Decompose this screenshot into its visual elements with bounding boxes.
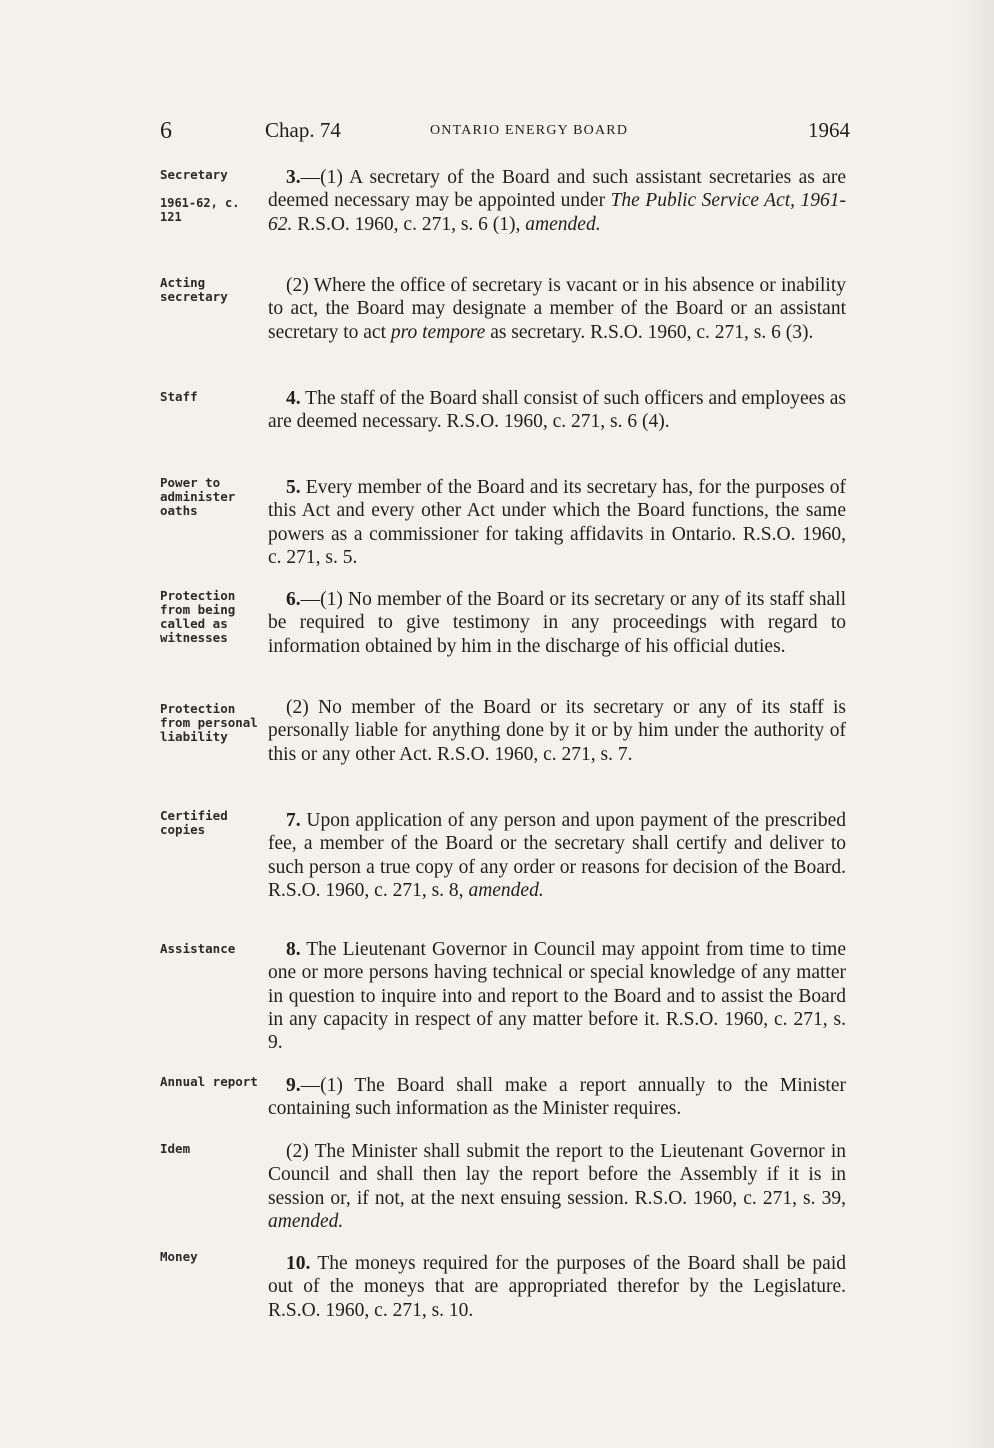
margin-note-secretary-ref: 1961-62, c. 121 — [160, 196, 240, 224]
year: 1964 — [808, 118, 850, 142]
margin-note-acting-secretary: Acting secretary — [160, 275, 228, 304]
section-9-2: (2) The Minister shall submit the report to the Lieutenant Governor in Council and shall then lay the report before the Assembly if it is in session or, if not, at the next ensuing session. R.S.O. 1960, c. 271, s. 39, amended. — [268, 1141, 846, 1232]
section-6-1: 6.—(1) No member of the Board or its secretary or any of its staff shall be required to give testimony in any proceedings with regard to information obtained by him in the discharge of his official duties. — [268, 589, 846, 657]
chapter-label: Chap. 74 — [265, 118, 341, 142]
margin-note-idem: Idem — [160, 1141, 191, 1156]
margin-note-assistance: Assistance — [160, 941, 236, 956]
section-3-2: (2) Where the office of secretary is vacant or in his absence or inability to act, the Board may designate a member of the Board or an assistant secretary to act pro tempore as secretary. R.S.O. 1960, c. 271, s. 6 (3). — [268, 275, 846, 343]
margin-note-protection-liability: Protection from personal liability — [160, 701, 258, 744]
page-edge-shadow — [954, 0, 994, 1448]
page-number: 6 — [160, 118, 172, 144]
margin-note-power-to-administer-oaths: Power to administer oaths — [160, 475, 236, 518]
section-3-1: 3.—(1) A secretary of the Board and such assistant secretaries as are deemed necessary may be appointed under The Public Service Act, 1961-62. R.S.O. 1960, c. 271, s. 6 (1), amended. — [268, 167, 846, 235]
margin-note-annual-report: Annual report — [160, 1074, 258, 1089]
section-7: 7. Upon application of any person and upon payment of the prescribed fee, a member of the Board or the secretary shall certify and deliver to such person a true copy of any order or reasons for decision of the Board. R.S.O. 1960, c. 271, s. 8, amended. — [268, 810, 846, 901]
section-5: 5. Every member of the Board and its secretary has, for the purposes of this Act and every other Act under which the Board functions, the same powers as a commissioner for taking affidavits in Ontario. R.S.O. 1960, c. 271, s. 5. — [268, 477, 846, 568]
margin-note-money: Money — [160, 1249, 198, 1264]
section-9-1: 9.—(1) The Board shall make a report annually to the Minister containing such information as the Minister requires. — [268, 1075, 846, 1120]
section-8: 8. The Lieutenant Governor in Council may appoint from time to time one or more persons having technical or special knowledge of any matter in question to inquire into and report to the Board and to assist the Board in any capacity in respect of any matter before it. R.S.O. 1960, c. 271, s. 9. — [268, 939, 846, 1054]
margin-note-certified-copies: Certified copies — [160, 808, 228, 837]
section-6-2: (2) No member of the Board or its secretary or any of its staff is personally liable for anything done by it or by him under the authority of this or any other Act. R.S.O. 1960, c. 271, s. 7. — [268, 697, 846, 765]
margin-note-staff: Staff — [160, 389, 198, 404]
section-10: 10. The moneys required for the purposes of the Board shall be paid out of the moneys that are appropriated therefor by the Legislature. R.S.O. 1960, c. 271, s. 10. — [268, 1253, 846, 1321]
margin-note-secretary: Secretary 1961-62, c. 121 — [160, 168, 260, 224]
act-title: ONTARIO ENERGY BOARD — [430, 123, 629, 138]
running-header — [160, 118, 850, 148]
margin-note-protection-witnesses: Protection from being called as witnesses — [160, 588, 236, 645]
section-4: 4. The staff of the Board shall consist of such officers and employees as are deemed necessary. R.S.O. 1960, c. 271, s. 6 (4). — [268, 388, 846, 433]
